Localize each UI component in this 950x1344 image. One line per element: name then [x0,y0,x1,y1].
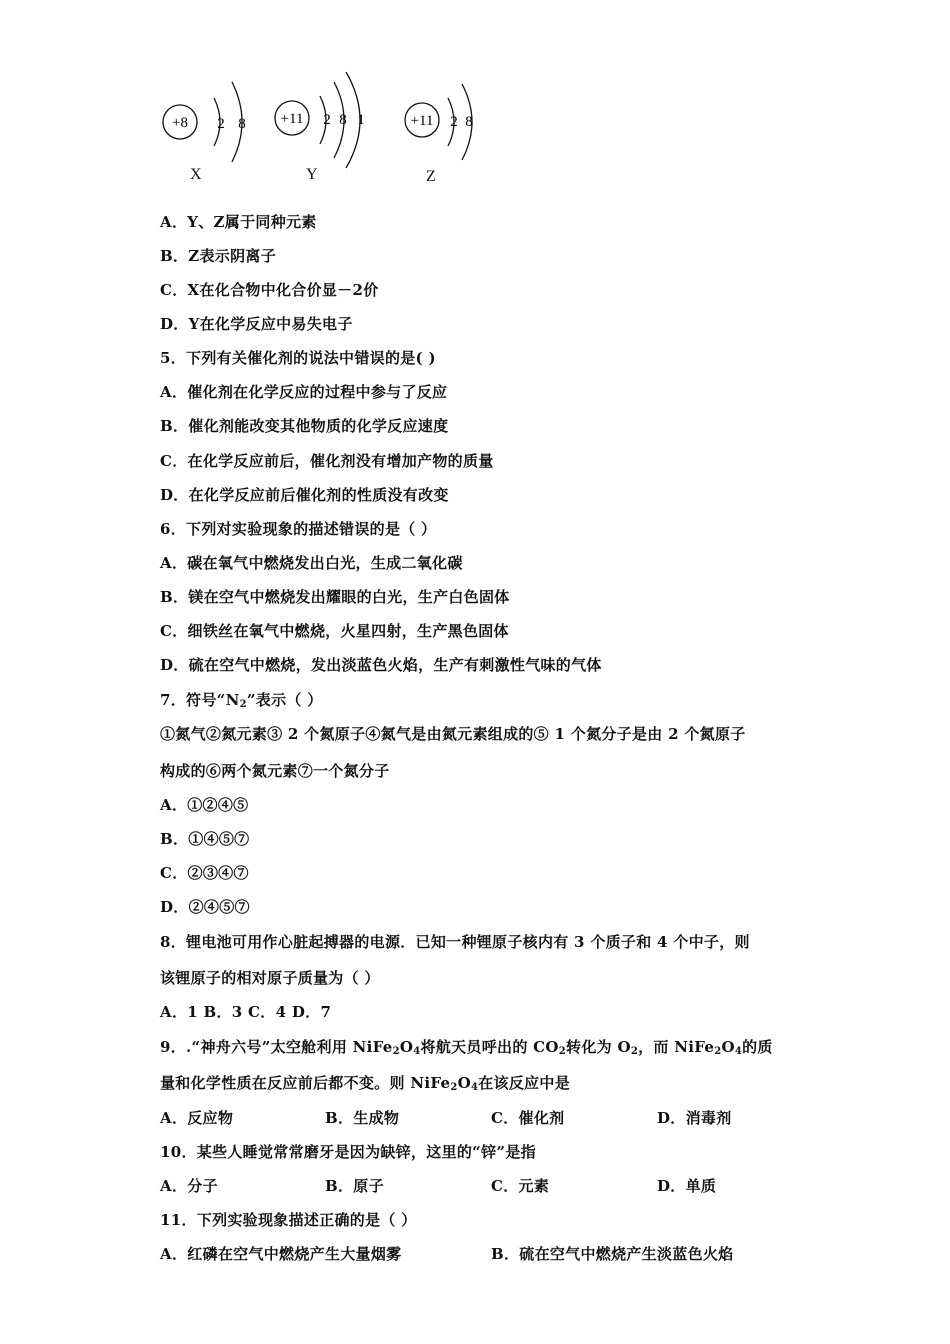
atom-z-svg [402,68,502,168]
q7-option-d: D．②④⑤⑦ [160,898,250,916]
q11-option-a: A．红磷在空气中燃烧产生大量烟雾 [160,1245,402,1263]
q9-text: ，而 NiFe [638,1038,715,1056]
q10-option-b: B．原子 [325,1177,384,1195]
q7-option-c: C．②③④⑦ [160,864,249,882]
q9-option-c: C．催化剂 [491,1109,565,1127]
q10-option-d: D．单质 [657,1177,717,1195]
q9-text: O [457,1074,471,1092]
q4-option-c: C．X在化合物中化合价显－2价 [160,281,379,299]
atom-z-diagram [402,68,502,188]
q9-stem-line2 [160,1072,570,1093]
q8-stem-line1: 8．锂电池可用作心脏起搏器的电源．已知一种锂原子核内有 3 个质子和 4 个中子，则 [160,933,750,951]
q5-option-a: A．催化剂在化学反应的过程中参与了反应 [160,383,448,401]
q9-text: O [721,1038,735,1056]
atom-z-shell-2-count: 8 [465,114,473,130]
atom-structure-diagram [150,68,510,198]
q9-sub: 2 [630,1046,639,1057]
q4-option-d: D．Y在化学反应中易失电子 [160,315,353,333]
q9-stem-line1 [160,1036,773,1057]
atom-x-shell-1-count: 2 [217,116,225,132]
atom-y-shell-3-count: 1 [357,112,365,128]
q4-option-a: A．Y、Z属于同种元素 [160,213,317,231]
q9-text: 的质 [742,1038,773,1056]
q9-text: 9．.“神舟六号”太空舱利用 NiFe [160,1038,393,1056]
q5-option-c: C．在化学反应前后，催化剂没有增加产物的质量 [160,452,494,470]
q9-options [160,1107,800,1127]
atom-y-label: Y [306,166,318,183]
q8-stem-line2: 该锂原子的相对原子质量为（ ） [160,969,380,987]
atom-y-shell-1-count: 2 [323,112,331,128]
q9-option-b: B．生成物 [325,1109,400,1127]
q7-stem-post: ”表示（ ） [246,691,323,709]
q9-sub: 4 [470,1082,479,1093]
q4-option-b: B．Z表示阴离子 [160,247,277,265]
q9-sub: 2 [558,1046,567,1057]
q7-option-b: B．①④⑤⑦ [160,830,250,848]
atom-y-nucleus-charge: +11 [280,111,304,127]
q9-sub: 2 [392,1046,400,1057]
atom-x-svg [160,68,260,168]
q11-option-b: B．硫在空气中燃烧产生淡蓝色火焰 [491,1245,734,1263]
q9-sub: 2 [714,1046,722,1057]
q11-stem: 11．下列实验现象描述正确的是（ ） [160,1211,417,1229]
atom-x-nucleus-charge: +8 [172,115,188,131]
q9-text: 转化为 O [566,1038,631,1056]
q9-text: 在该反应中是 [478,1074,571,1092]
q5-option-d: D．在化学反应前后催化剂的性质没有改变 [160,486,449,504]
atom-z-label: Z [426,168,436,185]
q7-option-a: A．①②④⑤ [160,796,249,814]
q9-text: O [399,1038,414,1056]
q10-option-a: A．分子 [160,1177,218,1195]
q8-options: A．1 B．3 C．4 D．7 [160,1003,332,1021]
q10-option-c: C．元素 [491,1177,550,1195]
q6-option-b: B．镁在空气中燃烧发出耀眼的白光，生产白色固体 [160,588,510,606]
atom-z-shell-1-count: 2 [450,114,458,130]
q5-stem: 5．下列有关催化剂的说法中错误的是( ) [160,349,436,367]
q6-stem: 6．下列对实验现象的描述错误的是（ ） [160,520,437,538]
q6-option-d: D．硫在空气中燃烧，发出淡蓝色火焰，生产有刺激性气味的气体 [160,656,602,674]
q11-options [160,1243,800,1263]
atom-x-shell-2-count: 8 [238,116,246,132]
q9-option-d: D．消毒剂 [657,1109,732,1127]
atom-y-svg [272,68,392,168]
q7-stem-sub: 2 [239,699,247,710]
q10-stem: 10．某些人睡觉常常磨牙是因为缺锌，这里的“锌”是指 [160,1143,536,1161]
q9-text: 量和化学性质在反应前后都不变。则 NiFe [160,1074,451,1092]
atom-x-diagram [160,68,260,188]
atom-x-label: X [190,166,202,183]
q7-items-line1: ①氮气②氮元素③ 2 个氮原子④氮气是由氮元素组成的⑤ 1 个氮分子是由 2 个氮原子 [160,725,746,743]
q9-sub: 4 [734,1046,743,1057]
q5-option-b: B．催化剂能改变其他物质的化学反应速度 [160,417,449,435]
q7-stem-pre: 7．符号“N [160,691,240,709]
q9-sub: 4 [413,1046,421,1057]
atom-y-diagram [272,68,392,188]
q7-stem [160,689,323,710]
atom-z-nucleus-charge: +11 [410,113,434,129]
q9-sub: 2 [450,1082,458,1093]
q10-options [160,1175,800,1195]
q9-text: 将航天员呼出的 CO [420,1038,559,1056]
q9-option-a: A．反应物 [160,1109,234,1127]
q6-option-a: A．碳在氧气中燃烧发出白光，生成二氧化碳 [160,554,463,572]
atom-y-shell-2-count: 8 [339,112,347,128]
q7-items-line2: 构成的⑥两个氮元素⑦一个氮分子 [160,762,390,780]
q6-option-c: C．细铁丝在氧气中燃烧，火星四射，生产黑色固体 [160,622,509,640]
